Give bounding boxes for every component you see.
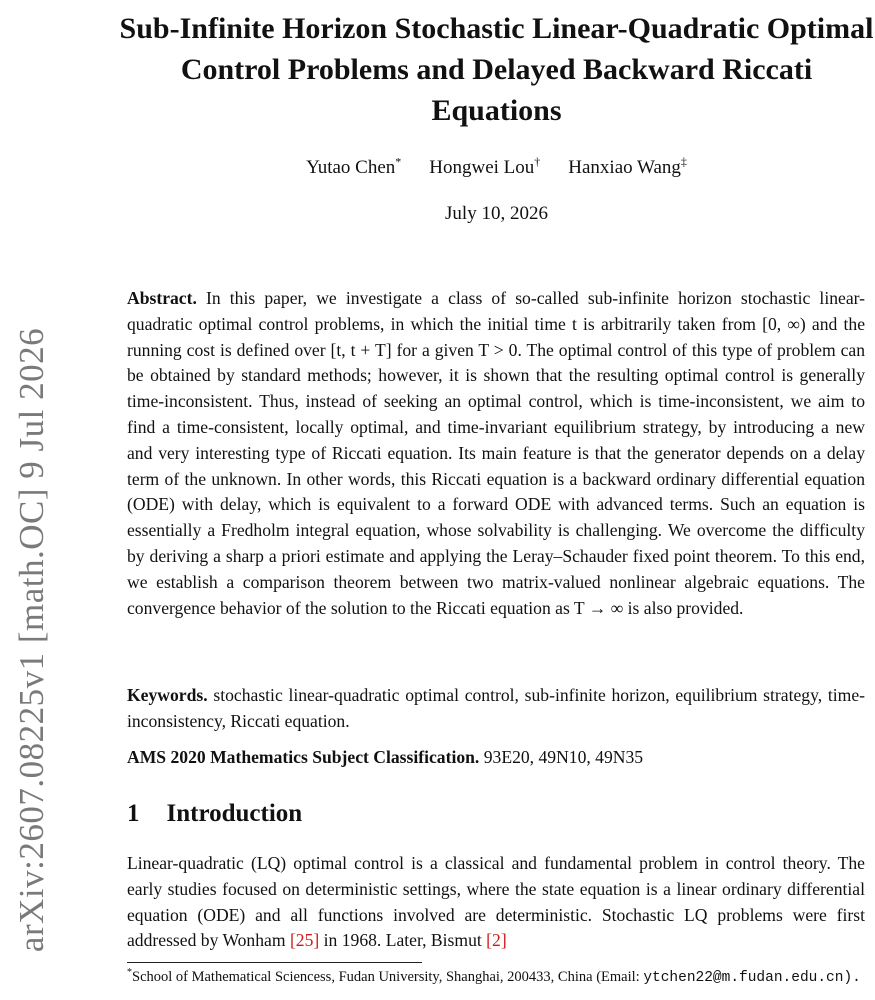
footnote-divider [127,962,422,963]
author-list [118,154,875,179]
paper-title: Sub-Infinite Horizon Stochastic Linear-Quadratic Optimal Control Problems and Delayed Backward Riccati Equations [119,12,874,127]
abstract-label: Abstract. [127,288,197,308]
abstract [127,286,865,621]
footnote-mark: * [127,967,132,979]
ams-label: AMS 2020 Mathematics Subject Classification. [127,747,480,767]
intro-text: Linear-quadratic (LQ) optimal control is a classical and fundamental problem in control theory. The early studies focused on deterministic settings, where the state equation is a linear ordinary differential equation (ODE) and all functions involved are deterministic. Stochastic LQ problems were first addressed by Wonham [127,853,865,951]
author-footnote-mark: † [534,154,541,169]
citation-link[interactable]: [25] [289,930,320,951]
author-name: Hanxiao Wang [568,157,681,178]
section-title: Introduction [166,800,303,827]
author-3 [568,154,687,179]
citation-link[interactable]: [2] [486,930,507,951]
footnote [127,967,865,989]
section-heading [127,800,865,828]
author-1 [306,154,402,179]
author-footnote-mark: * [395,154,402,169]
publication-date: July 10, 2026 [445,203,548,224]
keywords-label: Keywords. [127,685,208,705]
author-footnote-mark: ‡ [680,154,687,169]
footnote-text: School of Mathematical Sciencess, Fudan University, Shanghai, 200433, China (Email: [132,969,640,985]
section-number: 1 [127,800,140,827]
author-2 [429,154,541,179]
keywords [127,683,865,735]
ams-codes: 93E20, 49N10, 49N35 [483,747,644,767]
abstract-text: In this paper, we investigate a class of so-called sub-infinite horizon stochastic linear-quadratic optimal control problems, in which the initial time t is arbitrarily taken from [0, ∞) and the running cost is defined over [t, t + T] for a given T > 0. The optimal control of this type of problem can be obtained by standard methods; however, it is shown that the resulting optimal control is generally time-inconsistent. Thus, instead of seeking an optimal control, which is time-inconsistent, we aim to find a time-consistent, locally optimal, and time-invariant equilibrium strategy, by introducing a new and very interesting type of Riccati equation. Its main feature is that the generator depends on a delay term of the unknown. In other words, this Riccati equation is a backward ordinary differential equation (ODE) with delay, which is equivalent to a forward ODE with advanced terms. Such an equation is essentially a Fredholm integral equation, whose solvability is challenging. We overcome the difficulty by deriving a sharp a priori estimate and applying the Leray–Schauder fixed point theorem. To this end, we establish a comparison theorem between two matrix-valued nonlinear algebraic equations. The convergence behavior of the solution to the Riccati equation as T → ∞ is also provided. [127,288,865,618]
intro-text: in 1968. Later, Bismut [319,930,487,951]
arxiv-stamp [2,327,62,953]
author-name: Hongwei Lou [429,157,535,178]
ams-classification [127,745,865,771]
arxiv-identifier: arXiv:2607.08225v1 [math.OC] 9 Jul 2026 [12,327,51,953]
keywords-text: stochastic linear-quadratic optimal control, sub-infinite horizon, equilibrium strategy, time-inconsistency, Riccati equation. [127,685,865,731]
introduction-paragraph [127,851,865,954]
author-email: ytchen22@m.fudan.edu.cn). [643,970,861,986]
author-name: Yutao Chen [306,157,396,178]
